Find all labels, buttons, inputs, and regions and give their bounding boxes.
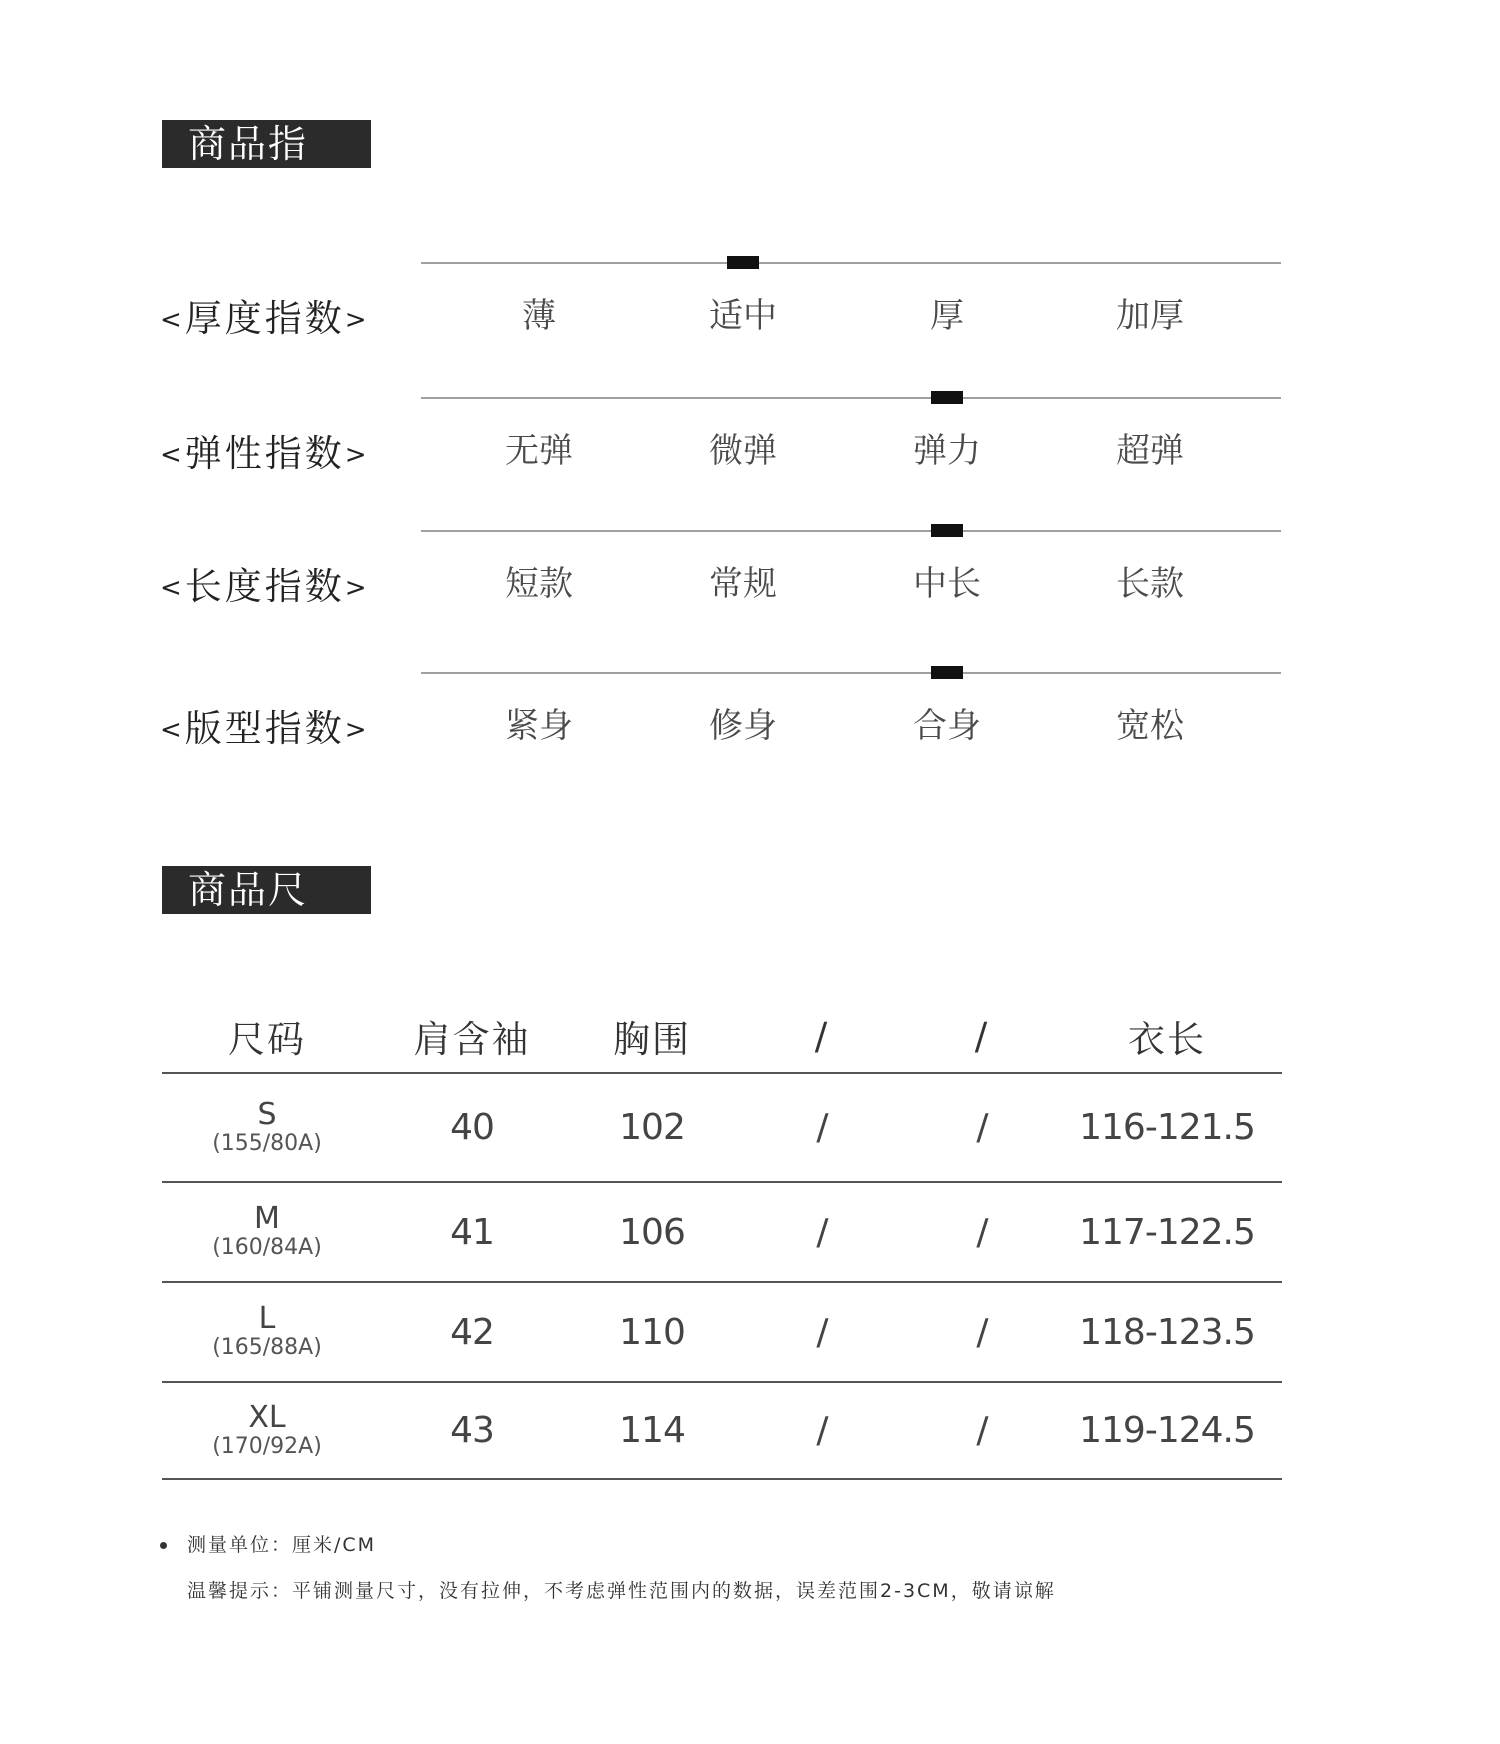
empty-cell: / <box>976 1311 988 1353</box>
table-row <box>162 1183 1282 1283</box>
table-row <box>162 1383 1282 1480</box>
header-cell-length: 衣长 <box>1128 1018 1206 1061</box>
chest-cell: 110 <box>619 1311 685 1353</box>
header-cell-empty-2: / <box>974 1014 990 1058</box>
length-cell: 118-123.5 <box>1079 1311 1255 1353</box>
index-option: 短款 <box>505 564 573 604</box>
index-option: 无弹 <box>505 431 573 471</box>
index-option: 微弹 <box>709 431 777 471</box>
size-cell: L (165/88A) <box>212 1301 322 1360</box>
shoulder-cell: 40 <box>450 1107 494 1148</box>
shoulder-cell: 42 <box>450 1311 494 1353</box>
size-table-header <box>162 1000 1282 1074</box>
size-cell: XL (170/92A) <box>212 1399 322 1459</box>
index-option: 长款 <box>1116 564 1184 604</box>
empty-cell: / <box>976 1107 988 1148</box>
header-cell-shoulder: 肩含袖 <box>413 1018 531 1061</box>
section-title-product-index: 商品指数 <box>162 120 371 168</box>
index-label: <弹性指数> <box>160 432 370 475</box>
index-option: 超弹 <box>1116 431 1184 471</box>
index-scale-line <box>421 530 1281 532</box>
empty-cell: / <box>816 1107 828 1148</box>
index-scale-line <box>421 672 1281 674</box>
table-row <box>162 1074 1282 1183</box>
index-selected-marker <box>727 256 759 269</box>
header-cell-size: 尺码 <box>228 1018 306 1061</box>
empty-cell: / <box>976 1211 988 1253</box>
empty-cell: / <box>976 1410 988 1451</box>
index-scale-line <box>421 397 1281 399</box>
index-row <box>0 262 1500 372</box>
header-cell-empty-1: / <box>814 1014 830 1058</box>
index-option: 弹力 <box>913 431 981 471</box>
index-option: 厚 <box>930 296 964 336</box>
index-selected-marker <box>931 524 963 537</box>
index-label: <版型指数> <box>160 707 370 750</box>
empty-cell: / <box>816 1211 828 1253</box>
bullet-dot <box>160 1542 167 1549</box>
index-option: 修身 <box>709 706 777 746</box>
index-row <box>0 672 1500 782</box>
index-option: 适中 <box>709 296 777 336</box>
table-row <box>162 1283 1282 1383</box>
header-cell-chest: 胸围 <box>613 1018 691 1061</box>
index-option: 加厚 <box>1116 296 1184 336</box>
size-table <box>162 1000 1282 1480</box>
empty-cell: / <box>816 1311 828 1353</box>
index-option: 宽松 <box>1116 706 1184 746</box>
empty-cell: / <box>816 1410 828 1451</box>
index-label: <厚度指数> <box>160 297 370 340</box>
size-table-body <box>162 1074 1282 1480</box>
length-cell: 117-122.5 <box>1079 1211 1255 1253</box>
length-cell: 116-121.5 <box>1079 1107 1255 1148</box>
index-selected-marker <box>931 666 963 679</box>
size-cell: S (155/80A) <box>212 1096 322 1156</box>
index-option: 中长 <box>913 564 981 604</box>
size-cell: M (160/84A) <box>212 1201 322 1260</box>
chest-cell: 106 <box>619 1211 685 1253</box>
index-scale-line <box>421 262 1281 264</box>
chest-cell: 114 <box>619 1410 685 1451</box>
index-option: 合身 <box>913 706 981 746</box>
index-option: 紧身 <box>505 706 573 746</box>
section-title-product-size: 商品尺寸 <box>162 866 371 914</box>
index-row <box>0 397 1500 507</box>
chest-cell: 102 <box>619 1107 685 1148</box>
index-option: 薄 <box>522 296 556 336</box>
index-label: <长度指数> <box>160 565 370 608</box>
shoulder-cell: 41 <box>450 1211 494 1253</box>
index-row <box>0 530 1500 640</box>
index-selected-marker <box>931 391 963 404</box>
shoulder-cell: 43 <box>450 1410 494 1451</box>
index-option: 常规 <box>709 564 777 604</box>
length-cell: 119-124.5 <box>1079 1410 1255 1451</box>
